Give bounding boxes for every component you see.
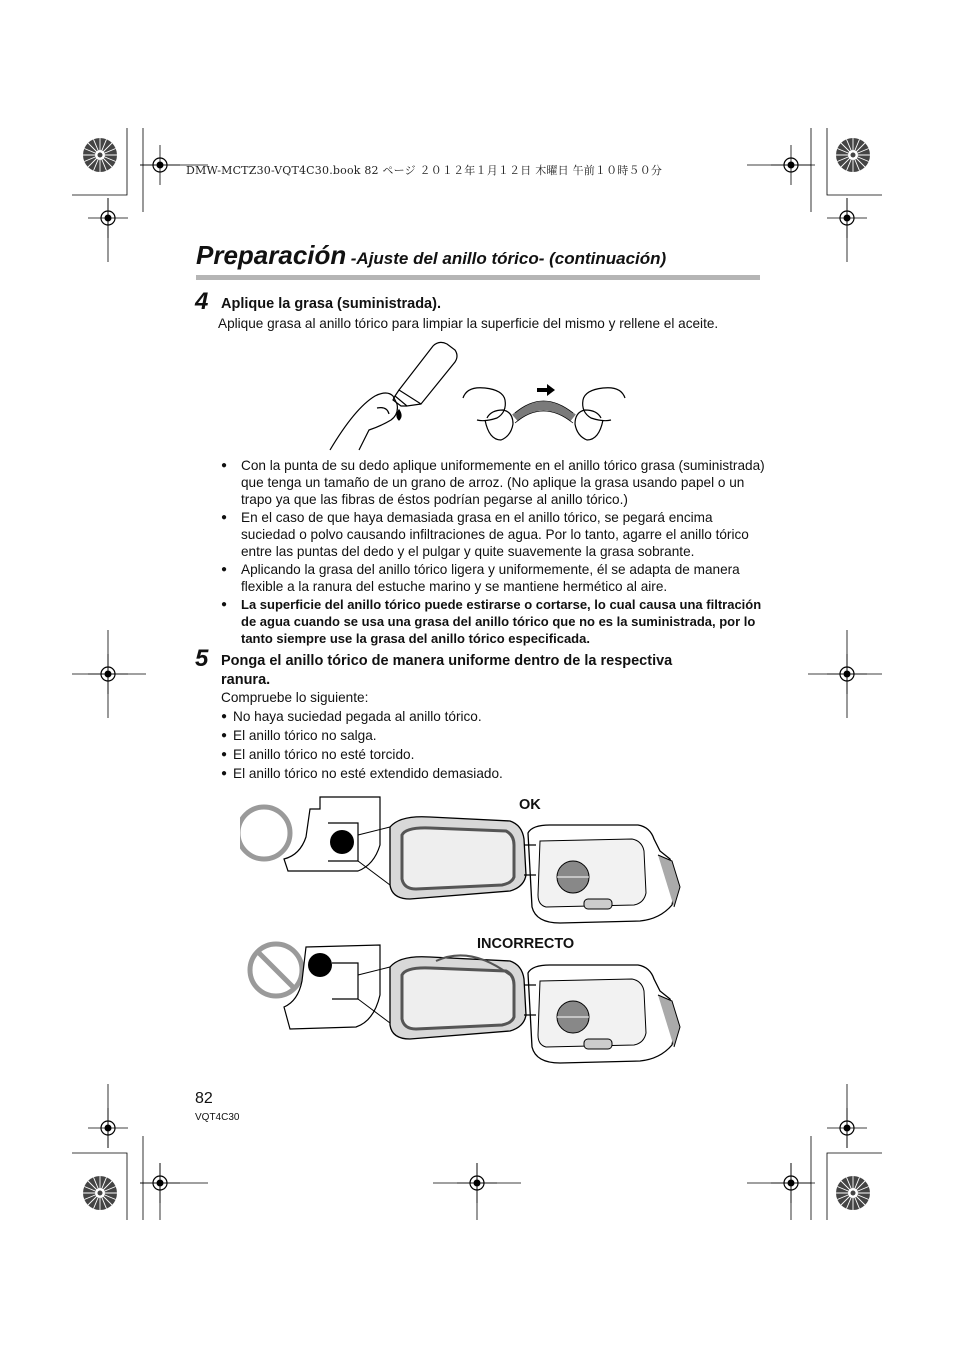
grease-illustration: [325, 338, 630, 453]
list-item: ● El anillo tórico no esté torcido.: [221, 745, 503, 764]
step-5-intro: Compruebe lo siguiente:: [221, 690, 369, 705]
step-5-checklist: [221, 707, 503, 783]
warning-bullet: ● La superficie del anillo tórico puede estirarse o cortarse, lo cual causa una filtración de agua cuando se usa una grasa del anillo tórico que no es la suministrada, por lo tanto siempre use la grasa del anillo tórico especificada.: [221, 596, 766, 647]
page-number: 82: [195, 1090, 213, 1107]
step-5-heading-1: Ponga el anillo tórico de manera uniforme dentro de la respectiva: [221, 653, 673, 669]
list-item: ● El anillo tórico no salga.: [221, 726, 503, 745]
list-item: ● Aplicando la grasa del anillo tórico ligera y uniformemente, él se adapta de manera flexible a la ranura del estuche marino y se mantiene hermético al aire.: [221, 561, 766, 595]
step-5-heading-2: ranura.: [221, 672, 271, 688]
list-item: ● No haya suciedad pegada al anillo tórico.: [221, 707, 503, 726]
title-rule: [196, 275, 760, 280]
step-4-heading: Aplique la grasa (suministrada).: [221, 296, 441, 312]
step-4-bullets: [221, 457, 766, 647]
step-4-intro: Aplique grasa al anillo tórico para limpiar la superficie del mismo y rellene el aceite.: [218, 316, 719, 331]
list-item: ● Con la punta de su dedo aplique uniformemente en el anillo tórico grasa (suministrada) que tenga un tamaño de un grano de arroz. (No aplique la grasa usando papel o un trapo ya que las fibras de éstos podrían pegarse al anillo tórico.): [221, 457, 766, 508]
section-subtitle: -Ajuste del anillo tórico- (continuación): [350, 249, 667, 268]
list-item: ● En el caso de que haya demasiada grasa en el anillo tórico, se pegará encima suciedad o polvo causando infiltraciones de agua. Por lo tanto, agarre el anillo tórico entre las puntas del dedo y el pulgar y quite suavemente la grasa sobrante.: [221, 509, 766, 560]
ok-label: OK: [519, 797, 541, 813]
step-4-number: 4: [195, 288, 209, 315]
print-info-line: DMW-MCTZ30-VQT4C30.book 82 ページ ２０１２年１月１２日 木曜日 午前１０時５０分: [186, 164, 663, 177]
page-title: [196, 240, 666, 271]
section-title: Preparación: [196, 240, 347, 270]
case-illustrations: [240, 795, 690, 1070]
model-code: VQT4C30: [195, 1112, 240, 1123]
incorrect-label: INCORRECTO: [477, 936, 575, 952]
step-5-number: 5: [195, 645, 209, 672]
list-item: ● El anillo tórico no esté extendido demasiado.: [221, 764, 503, 783]
